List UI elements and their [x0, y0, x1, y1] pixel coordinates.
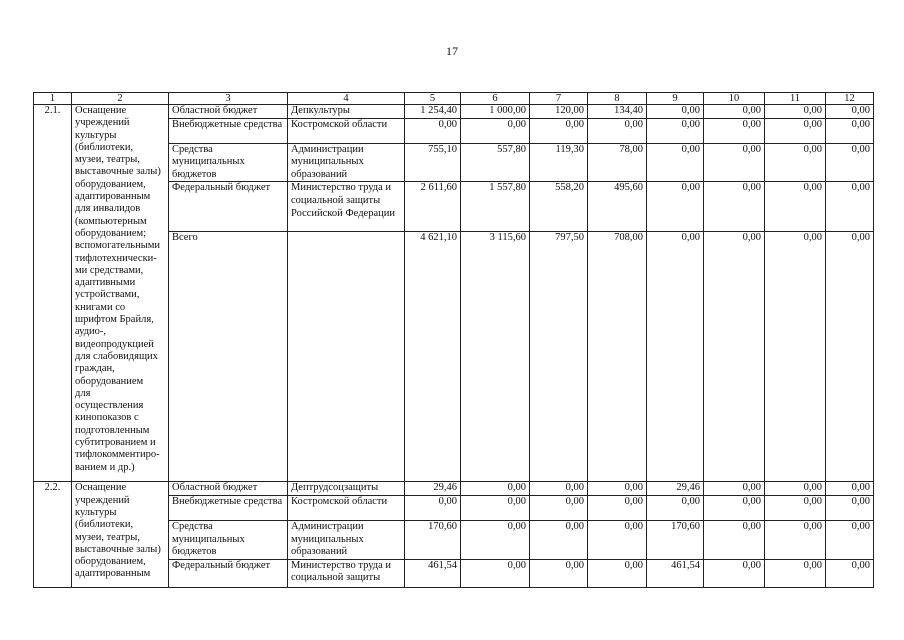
- value-cell: 0,00: [405, 118, 461, 143]
- value-cell: 0,00: [704, 232, 765, 482]
- value-cell: 119,30: [530, 143, 588, 182]
- description-line: видеопродукцией: [75, 338, 154, 350]
- value-cell: 0,00: [405, 495, 461, 520]
- value-cell: 797,50: [530, 232, 588, 482]
- budget-table: [33, 92, 874, 588]
- value-cell: 0,00: [765, 182, 826, 232]
- value-cell: 4 621,10: [405, 232, 461, 482]
- value-cell: 755,10: [405, 143, 461, 182]
- value-cell: 0,00: [588, 482, 647, 496]
- description-line: для слабовидящих: [75, 350, 158, 362]
- value-cell: 0,00: [461, 118, 530, 143]
- executor: Костромской области: [288, 118, 405, 143]
- executor: Костромской области: [288, 495, 405, 520]
- value-cell: 0,00: [826, 482, 874, 496]
- description-line: (библиотеки,: [75, 519, 134, 531]
- table-row: [34, 105, 874, 119]
- value-cell: 170,60: [405, 520, 461, 559]
- executor: Министерство труда и социальной защиты Российской Федерации: [288, 182, 405, 232]
- value-cell: 0,00: [461, 482, 530, 496]
- value-cell: 0,00: [704, 105, 765, 119]
- value-cell: 0,00: [826, 118, 874, 143]
- value-cell: 170,60: [647, 520, 704, 559]
- value-cell: 0,00: [765, 232, 826, 482]
- page-number: 17: [446, 44, 458, 58]
- funding-source: Внебюджетные средства: [169, 118, 288, 143]
- header-row: [34, 93, 874, 105]
- funding-source: Областной бюджет: [169, 105, 288, 119]
- value-cell: 0,00: [826, 232, 874, 482]
- value-cell: 0,00: [647, 495, 704, 520]
- header-cell: 1: [34, 93, 72, 105]
- description-line: (библиотеки,: [75, 141, 134, 153]
- value-cell: 0,00: [588, 520, 647, 559]
- value-cell: 0,00: [765, 559, 826, 587]
- value-cell: 134,40: [588, 105, 647, 119]
- value-cell: 29,46: [405, 482, 461, 496]
- value-cell: 0,00: [647, 182, 704, 232]
- description-line: музеи, театры,: [75, 531, 140, 543]
- funding-source: Средства муниципальных бюджетов: [169, 143, 288, 182]
- description-line: для инвалидов: [75, 203, 141, 215]
- description-line: субтитрованием и: [75, 437, 156, 449]
- funding-source: Внебюджетные средства: [169, 495, 288, 520]
- value-cell: 0,00: [765, 495, 826, 520]
- funding-source: Областной бюджет: [169, 482, 288, 496]
- funding-source: Федеральный бюджет: [169, 182, 288, 232]
- description-line: культуры: [75, 506, 117, 518]
- description-line: оборудованием,: [75, 556, 146, 568]
- value-cell: 461,54: [405, 559, 461, 587]
- item-number: 2.1.: [34, 105, 72, 482]
- header-cell: 2: [72, 93, 169, 105]
- header-cell: 7: [530, 93, 588, 105]
- description-line: (компьютерным: [75, 215, 147, 227]
- value-cell: 1 000,00: [461, 105, 530, 119]
- header-cell: 12: [826, 93, 874, 105]
- description-line: выставочные залы): [75, 543, 161, 555]
- value-cell: 558,20: [530, 182, 588, 232]
- description-line: оборудованием,: [75, 178, 146, 190]
- value-cell: 120,00: [530, 105, 588, 119]
- value-cell: 0,00: [461, 559, 530, 587]
- description-line: шрифтом Брайля,: [75, 314, 154, 326]
- executor: Администрации муниципальных образований: [288, 143, 405, 182]
- description-line: культуры: [75, 129, 117, 141]
- value-cell: 0,00: [826, 559, 874, 587]
- value-cell: 0,00: [826, 105, 874, 119]
- description-line: выставочные залы): [75, 166, 161, 178]
- value-cell: 0,00: [704, 495, 765, 520]
- value-cell: 0,00: [704, 520, 765, 559]
- description-line: адаптированным: [75, 191, 151, 203]
- description-line: оборудованием: [75, 375, 144, 387]
- value-cell: 0,00: [826, 495, 874, 520]
- value-cell: 0,00: [765, 105, 826, 119]
- description-line: учреждений: [75, 117, 130, 129]
- description-line: книгами со: [75, 301, 126, 313]
- value-cell: 0,00: [704, 118, 765, 143]
- header-cell: 6: [461, 93, 530, 105]
- description-line: устройствами,: [75, 289, 140, 301]
- item-number: 2.2.: [34, 482, 72, 587]
- table-row: [34, 482, 874, 496]
- value-cell: 0,00: [704, 482, 765, 496]
- value-cell: 0,00: [826, 143, 874, 182]
- value-cell: 0,00: [647, 118, 704, 143]
- description-line: аудио-,: [75, 326, 107, 338]
- value-cell: 708,00: [588, 232, 647, 482]
- item-description: [72, 482, 169, 587]
- value-cell: 0,00: [826, 182, 874, 232]
- header-cell: 5: [405, 93, 461, 105]
- value-cell: 78,00: [588, 143, 647, 182]
- description-line: учреждений: [75, 494, 130, 506]
- value-cell: 557,80: [461, 143, 530, 182]
- description-line: оборудованием;: [75, 227, 147, 239]
- header-cell: 9: [647, 93, 704, 105]
- value-cell: 0,00: [826, 520, 874, 559]
- value-cell: 0,00: [530, 559, 588, 587]
- executor: Министерство труда и социальной защиты: [288, 559, 405, 587]
- value-cell: 29,46: [647, 482, 704, 496]
- value-cell: 2 611,60: [405, 182, 461, 232]
- description-line: адаптированным: [75, 568, 151, 580]
- description-line: Оснащение: [75, 105, 127, 116]
- description-line: подготовленным: [75, 424, 150, 436]
- value-cell: 1 557,80: [461, 182, 530, 232]
- value-cell: 0,00: [647, 105, 704, 119]
- value-cell: 0,00: [530, 495, 588, 520]
- value-cell: 0,00: [461, 495, 530, 520]
- value-cell: 0,00: [765, 143, 826, 182]
- value-cell: 0,00: [704, 559, 765, 587]
- executor: Администрации муниципальных образований: [288, 520, 405, 559]
- funding-source: Всего: [169, 232, 288, 482]
- value-cell: 0,00: [704, 182, 765, 232]
- value-cell: 461,54: [647, 559, 704, 587]
- value-cell: 0,00: [647, 232, 704, 482]
- executor: Дептрудсоцзащиты: [288, 482, 405, 496]
- value-cell: 0,00: [530, 482, 588, 496]
- description-line: тифлокомментиро-: [75, 449, 160, 461]
- description-line: вспомогательными: [75, 240, 161, 252]
- value-cell: 0,00: [461, 520, 530, 559]
- header-cell: 10: [704, 93, 765, 105]
- funding-source: Средства муниципальных бюджетов: [169, 520, 288, 559]
- item-description: [72, 105, 169, 482]
- description-line: ванием и др.): [75, 461, 135, 473]
- value-cell: 0,00: [588, 118, 647, 143]
- description-line: кинопоказов с: [75, 412, 139, 424]
- description-line: для: [75, 387, 91, 399]
- value-cell: 0,00: [530, 118, 588, 143]
- description-line: музеи, театры,: [75, 154, 140, 166]
- header-cell: 4: [288, 93, 405, 105]
- description-line: тифлотехнически-: [75, 252, 157, 264]
- value-cell: 0,00: [765, 118, 826, 143]
- value-cell: 1 254,40: [405, 105, 461, 119]
- funding-source: Федеральный бюджет: [169, 559, 288, 587]
- value-cell: 0,00: [704, 143, 765, 182]
- header-cell: 3: [169, 93, 288, 105]
- value-cell: 3 115,60: [461, 232, 530, 482]
- executor: [288, 232, 405, 482]
- header-cell: 11: [765, 93, 826, 105]
- description-line: осуществления: [75, 400, 144, 412]
- value-cell: 495,60: [588, 182, 647, 232]
- description-line: адаптивными: [75, 277, 136, 289]
- executor: Депкультуры: [288, 105, 405, 119]
- header-cell: 8: [588, 93, 647, 105]
- value-cell: 0,00: [765, 520, 826, 559]
- value-cell: 0,00: [588, 495, 647, 520]
- value-cell: 0,00: [588, 559, 647, 587]
- value-cell: 0,00: [765, 482, 826, 496]
- description-line: ми средствами,: [75, 264, 144, 276]
- description-line: граждан,: [75, 363, 115, 375]
- value-cell: 0,00: [647, 143, 704, 182]
- description-line: Оснащение: [75, 482, 127, 494]
- value-cell: 0,00: [530, 520, 588, 559]
